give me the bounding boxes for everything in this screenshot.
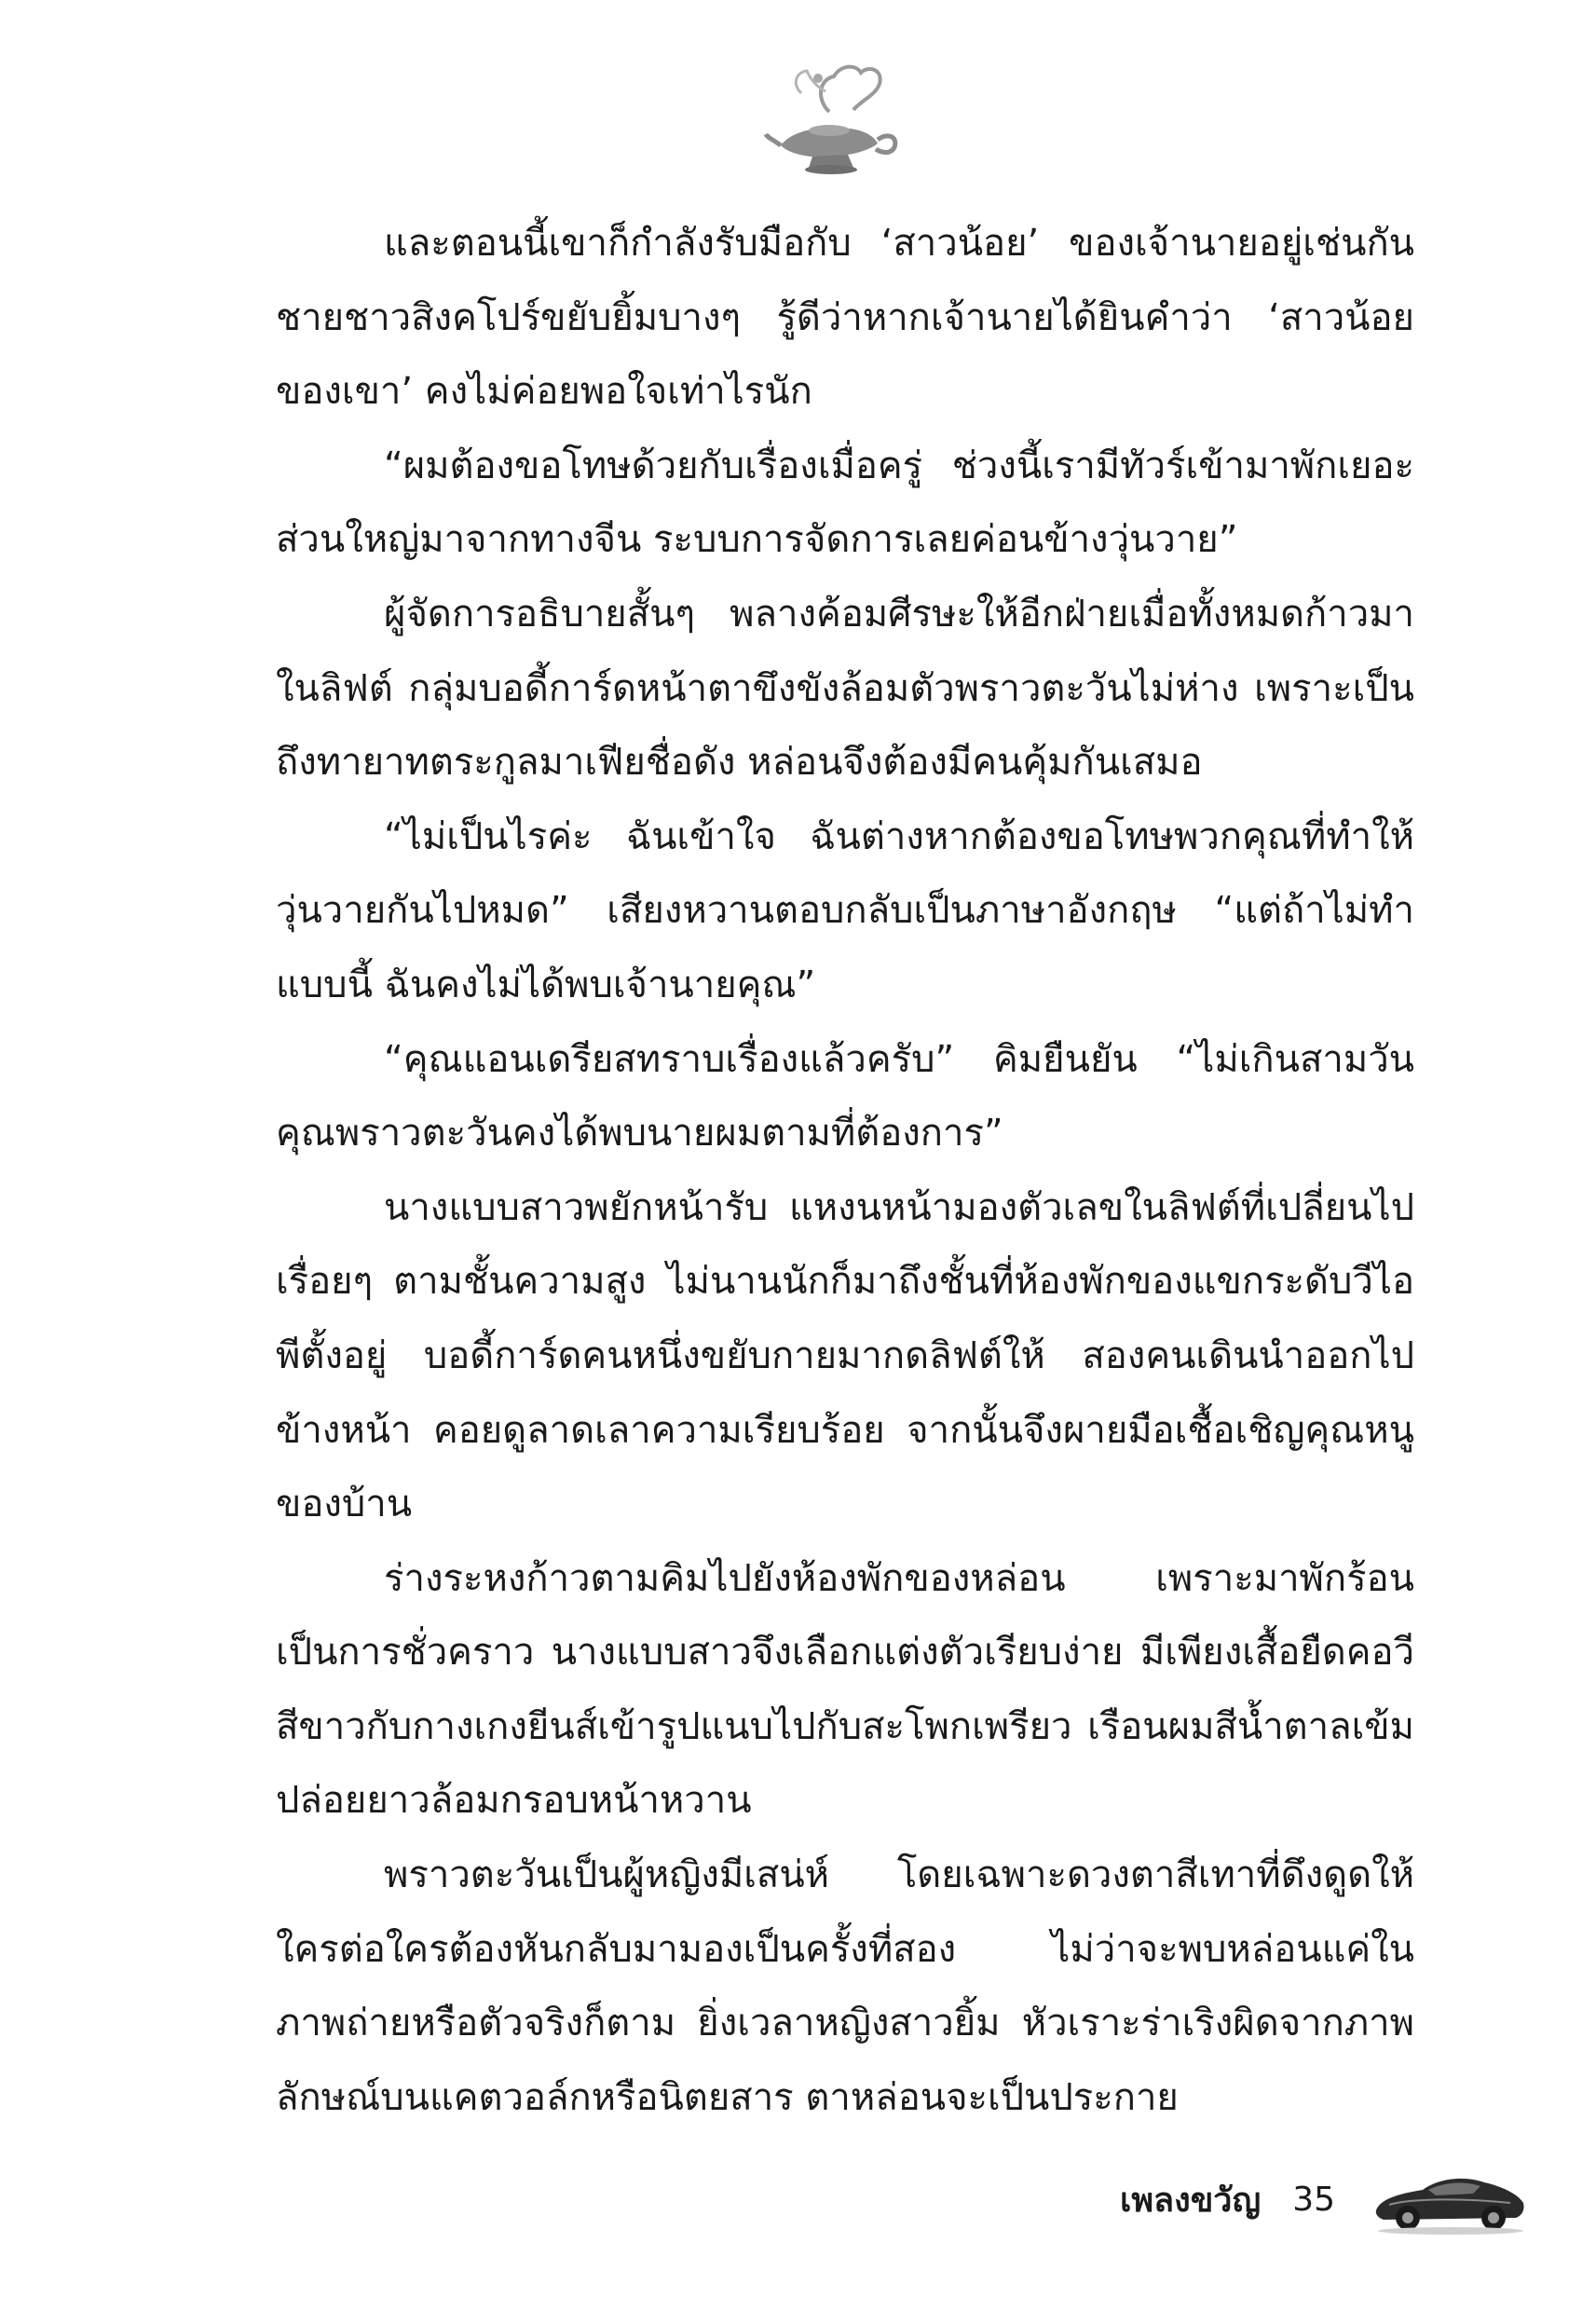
paragraph: “ไม่เป็นไรค่ะ ฉันเข้าใจ ฉันต่างหากต้องขอโทษพวกคุณที่ทำให้วุ่นวายกันไปหมด” เสียงหวานตอบกลับเป็นภาษาอังกฤษ “แต่ถ้าไม่ทำแบบนี้ ฉันคงไม่ได้พบเจ้านายคุณ” [276,814,1414,1006]
body-text [276,207,1414,2135]
genie-lamp-icon [764,56,904,177]
paragraph: “คุณแอนเดรียสทราบเรื่องแล้วครับ” คิมยืนยัน “ไม่เกินสามวัน คุณพราวตะวันคงได้พบนายผมตามที่ต้องการ” [276,1037,1414,1156]
sports-car-icon [1371,2162,1529,2236]
paragraph: พราวตะวันเป็นผู้หญิงมีเสน่ห์ โดยเฉพาะดวงตาสีเทาที่ดึงดูดให้ใครต่อใครต้องหันกลับมามองเป็นครั้งที่สอง ไม่ว่าจะพบหล่อนแค่ในภาพถ่ายหรือตัวจริงก็ตาม ยิ่งเวลาหญิงสาวยิ้ม หัวเราะร่าเริงผิดจากภาพลักษณ์บนแคตวอล์กหรือนิตยสาร ตาหล่อนจะเป็นประกาย [276,1853,1414,2119]
page-footer [1120,2148,1529,2250]
book-title: เพลงขวัญ [1120,2181,1262,2220]
paragraph: และตอนนี้เขาก็กำลังรับมือกับ ‘สาวน้อย’ ของเจ้านายอยู่เช่นกัน ชายชาวสิงคโปร์ขยับยิ้มบางๆ รู้ดีว่าหากเจ้านายได้ยินคำว่า ‘สาวน้อยของเขา’ คงไม่ค่อยพอใจเท่าไรนัก [276,222,1414,414]
paragraph: นางแบบสาวพยักหน้ารับ แหงนหน้ามองตัวเลขในลิฟต์ที่เปลี่ยนไปเรื่อยๆ ตามชั้นความสูง ไม่นานนักก็มาถึงชั้นที่ห้องพักของแขกระดับวีไอพีตั้งอยู่ บอดี้การ์ดคนหนึ่งขยับกายมากดลิฟต์ให้ สองคนเดินนำออกไปข้างหน้า คอยดูลาดเลาความเรียบร้อย จากนั้นจึงผายมือเชื้อเชิญคุณหนูของบ้าน [276,1185,1414,1526]
paragraph: “ผมต้องขอโทษด้วยกับเรื่องเมื่อครู่ ช่วงนี้เรามีทัวร์เข้ามาพักเยอะ ส่วนใหญ่มาจากทางจีน ระบบการจัดการเลยค่อนข้างวุ่นวาย” [276,444,1414,562]
page-number: 35 [1292,2180,1335,2219]
paragraph: ร่างระหงก้าวตามคิมไปยังห้องพักของหล่อน เพราะมาพักร้อนเป็นการชั่วคราว นางแบบสาวจึงเลือกแต่งตัวเรียบง่าย มีเพียงเสื้อยืดคอวีสีขาวกับกางเกงยีนส์เข้ารูปแนบไปกับสะโพกเพรียว เรือนผมสีน้ำตาลเข้มปล่อยยาวล้อมกรอบหน้าหวาน [276,1556,1414,1823]
paragraph: ผู้จัดการอธิบายสั้นๆ พลางค้อมศีรษะให้อีกฝ่ายเมื่อทั้งหมดก้าวมาในลิฟต์ กลุ่มบอดี้การ์ดหน้าตาขึงขังล้อมตัวพราวตะวันไม่ห่าง เพราะเป็นถึงทายาทตระกูลมาเฟียชื่อดัง หล่อนจึงต้องมีคนคุ้มกันเสมอ [276,592,1414,785]
